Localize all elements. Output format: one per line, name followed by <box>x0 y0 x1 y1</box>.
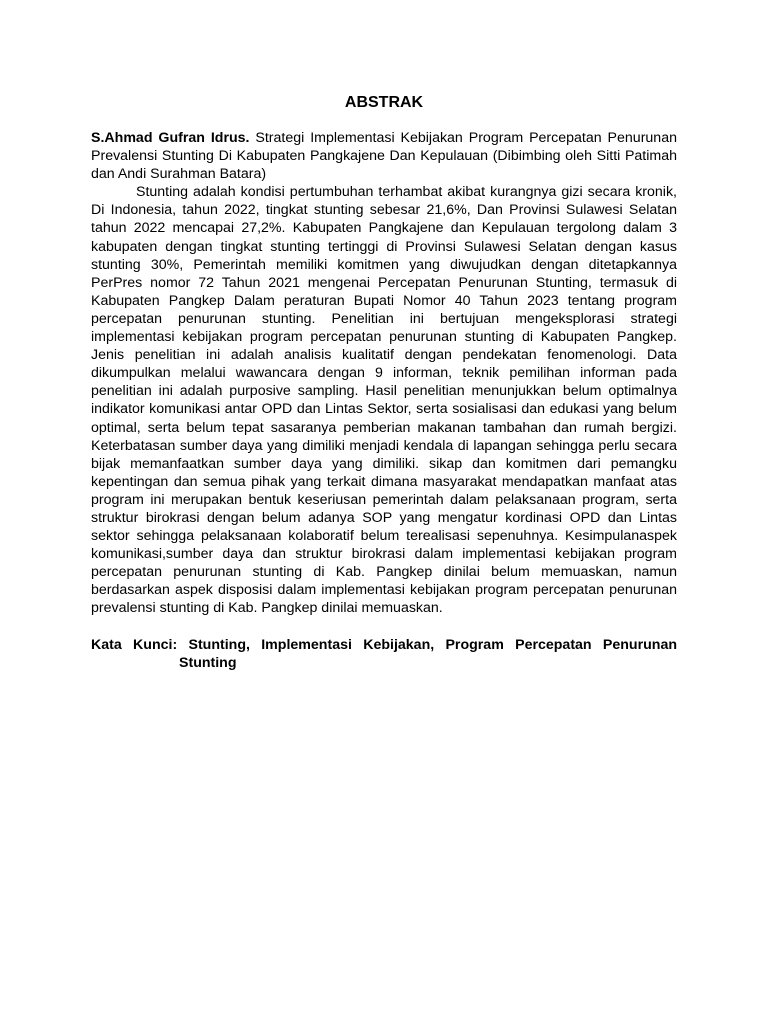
keywords: Kata Kunci: Stunting, Implementasi Kebijakan, Program Percepatan Penurunan Stunting <box>91 636 677 671</box>
abstract-header-paragraph <box>91 129 677 183</box>
page-title: ABSTRAK <box>344 94 424 111</box>
author-name: S.Ahmad Gufran Idrus. <box>91 130 250 146</box>
abstract-body: Stunting adalah kondisi pertumbuhan terhambat akibat kurangnya gizi secara kronik, Di Indonesia, tahun 2022, tingkat stunting sebesar 21,6%, Dan Provinsi Sulawesi Selatan tahun 2022 mencapai 27,2%. Kabupaten Pangkajene dan Kepulauan tergolong dalam 3 kabupaten dengan tingkat stunting tertinggi di Provinsi Sulawesi Selatan dengan kasus stunting 30%, Pemerintah memiliki komitmen yang diwujudkan dengan ditetapkannya PerPres nomor 72 Tahun 2021 mengenai Percepatan Penurunan Stunting, termasuk di Kabupaten Pangkep Dalam peraturan Bupati Nomor 40 Tahun 2023 tentang program percepatan penurunan stunting. Penelitian ini bertujuan mengeksplorasi strategi implementasi kebijakan program percepatan penurunan stunting di Kabupaten Pangkep. Jenis penelitian ini adalah analisis kualitatif dengan pendekatan fenomenologi. Data dikumpulkan melalui wawancara dengan 9 informan, teknik pemilihan informan pada penelitian ini adalah purposive sampling. Hasil penelitian menunjukkan belum optimalnya indikator komunikasi antar OPD dan Lintas Sektor, serta sosialisasi dan edukasi yang belum optimal, serta belum tepat sasaranya pemberian makanan tambahan dan rumah bergizi. Keterbatasan sumber daya yang dimiliki menjadi kendala di lapangan sehingga perlu secara bijak memanfaatkan sumber daya yang dimiliki. sikap dan komitmen dari pemangku kepentingan dan semua pihak yang terkait dimana masyarakat mendapatkan manfaat atas program ini merupakan bentuk keseriusan pemerintah dalam pelaksanaan program, serta struktur birokrasi dengan belum adanya SOP yang mengatur kordinasi OPD dan Lintas sektor sehingga pelaksanaan kolaboratif belum terealisasi sepenuhnya. Kesimpulanaspek komunikasi,sumber daya dan struktur birokrasi dalam implementasi kebijakan program percepatan penurunan stunting di Kab. Pangkep dinilai belum memuaskan, namun berdasarkan aspek disposisi dalam implementasi kebijakan program percepatan penurunan prevalensi stunting di Kab. Pangkep dinilai memuaskan. <box>91 184 677 617</box>
document-page <box>91 93 677 686</box>
thesis-title: Strategi Implementasi Kebijakan Program Percepatan Penurunan Prevalensi Stunting Di Kabupaten Pangkajene Dan Kepulauan (Dibimbing oleh Sitti Patimah dan Andi Surahman Batara) <box>91 130 677 183</box>
